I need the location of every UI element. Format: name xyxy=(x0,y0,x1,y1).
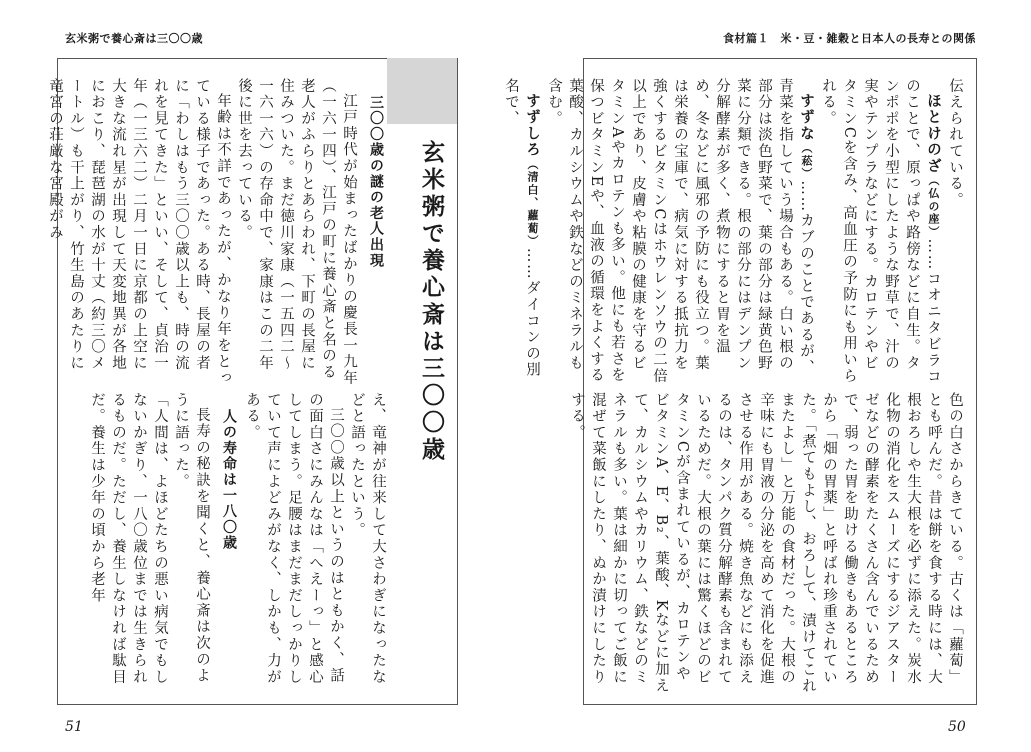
entry-term: ほとけのざ xyxy=(925,92,941,174)
left-page-upper-column xyxy=(47,78,388,386)
right-page-upper-column xyxy=(503,78,965,386)
paragraph: 江戸時代が始まったばかりの慶長一九年（一六一四）、江戸の町に養心斎と名のる老人がふらりとあらわれ、下町の長屋に住みついた。まだ徳川家康（一五四二〜一六一六）の存命中で、家康はこの二年後に世を去っている。 xyxy=(236,78,357,386)
entry-term: すずしろ xyxy=(524,92,540,158)
paragraph: え、竜神が往来して大さわぎになったなどと語ったという。 xyxy=(349,392,386,686)
glossary-entry xyxy=(543,78,817,386)
page-number-right: 50 xyxy=(948,719,966,735)
entry-kanji: （清白、蘿蔔） xyxy=(526,157,539,248)
left-page-lower-column xyxy=(70,392,388,697)
page-number-left: 51 xyxy=(65,719,83,735)
entry-kanji: （仏の座） xyxy=(927,174,940,238)
running-header-right: 食材篇１ 米・豆・雑穀と日本人の長寿との関係 xyxy=(723,32,976,45)
glossary-entry xyxy=(817,78,944,386)
entry-kanji: （菘） xyxy=(800,141,813,180)
paragraph: 長寿の秘訣を聞くと、養心斎は次のように語った。 xyxy=(173,392,210,684)
paragraph: 「人間は、よほどたちの悪い病気でもしないかぎり、一八〇歳位までは生きられるものだ。ただし、養生しなければ駄目だ。養生は少年の頃から老年 xyxy=(89,392,168,686)
chapter-marker-box xyxy=(387,58,457,124)
right-page-lower-column xyxy=(569,392,965,697)
paragraph: 色の白さからきている。古くは「蘿蔔」とも呼んだ。昔は餅を食する時には、大根おろしや生大根を必ずに添えた。炭水化物の消化をスムーズにするジアスターゼなどの酵素をたくさん含んでいるためで、弱った胃を助ける働きもあるところから「畑の胃薬」と呼ばれ珍重されていた。「煮てもよし、おろして、漬けてこれまたよし」と万能の食材だった。大根の辛味にも胃液の分泌を高めて消化を促進させる作用がある。焼き魚などにも添えるのは、タンパク質分解酵素も含まれているためだ。大根の葉には驚くほどのビタミンCが含まれているが、カロテンやビタミンA、E、B₂、葉酸、Kなどに加えて、カルシウムやカリウム、鉄などのミネラルも多い。葉は細かに切ってご飯に混ぜて菜飯にしたり、ぬか漬けにしたりする。 xyxy=(569,392,963,695)
paragraph: 伝えられている。 xyxy=(947,78,963,209)
section-title: 玄米粥で養心斎は三〇〇歳 xyxy=(418,140,444,464)
entry-text: ……ダイコンの別名で、 xyxy=(503,78,540,378)
glossary-entry xyxy=(500,78,543,386)
running-header-left: 玄米粥で養心斎は三〇〇歳 xyxy=(65,32,203,45)
subheading: 三〇〇歳の謎の老人出現 xyxy=(368,94,384,269)
entry-text: ……コオニタビラコのことで、原っぱや路傍などに自生。タンポポを小型にしたような野草で、汁の実やテンプラなどにする。カロテンやビタミンCを含み、高血圧の予防にも用いられる。 xyxy=(820,78,941,385)
subheading: 人の寿命は一八〇歳 xyxy=(221,408,237,551)
entry-term: すずな xyxy=(798,92,814,142)
paragraph: 年齢は不詳であったが、かなり年をとっている様子であった。ある時、長屋の者に「わしはもう三〇〇歳以上も、時の流れを見てきた」といい、そして、貞治一年（一三六二）二月一日に京都の上空に大きな流れ星が出現して天変地異が各地におこり、琵琶湖の水が十丈（約三〇メートル）も干上がり、竹生島のあたりに竜宮の荘厳な宮殿がみ xyxy=(47,78,231,386)
entry-text: ……カブのことであるが、青菜を指していう場合もある。白い根の部分は淡色野菜で、葉の部分は緑黄色野菜に分類できる。根の部分にはデンプン分解酵素が多く、煮物にすると胃を温め、冬などに風邪の予防にも役立つ。葉は栄養の宝庫で、病気に対する抵抗力を強くするビタミンCはホウレンソウの二倍以上であり、皮膚や粘膜の健康を守るビタミンAやカロテンも多い。他にも若さを保つビタミンEや、血液の循環をよくする葉酸、カルシウムや鉄などのミネラルも含む。 xyxy=(546,78,814,385)
paragraph: 三〇〇歳以上というのはともかく、話の面白さにみんなは「へえーっ」と感心してしまう。足腰はまだまだしっかりしていて声によどみがなく、しかも、力がある。 xyxy=(244,392,344,686)
